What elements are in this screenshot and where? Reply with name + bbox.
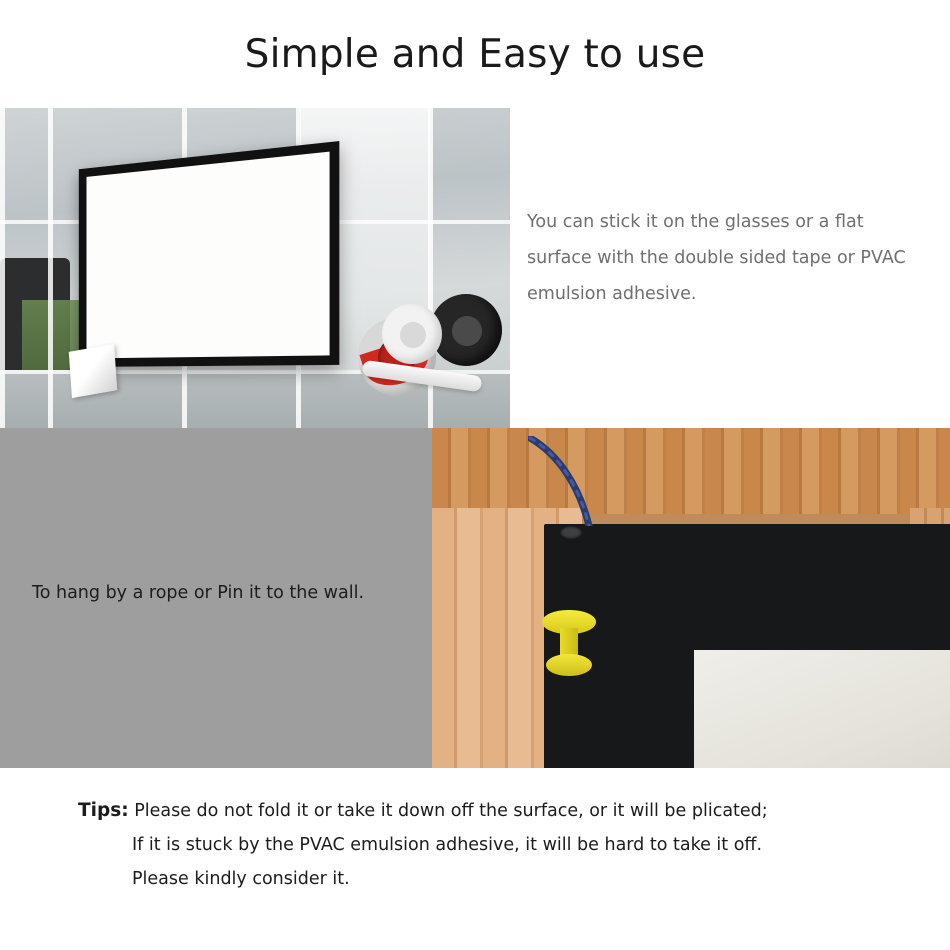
tape-roll-white-core bbox=[400, 322, 426, 348]
tips-line-1: Please do not fold it or take it down off the surface, or it will be plicated; bbox=[134, 801, 768, 821]
screen-pinned-to-wooden-wall-photo bbox=[432, 428, 950, 768]
rope bbox=[528, 436, 708, 526]
tape-roll-black-core bbox=[452, 316, 482, 346]
grommet-eyelet bbox=[560, 526, 582, 539]
tape-rolls-group bbox=[352, 286, 510, 416]
tips-section bbox=[0, 768, 950, 950]
projection-screen-on-glass-wall-photo bbox=[0, 108, 510, 428]
tips-label: Tips: bbox=[78, 800, 129, 821]
tips-line-3: Please kindly consider it. bbox=[132, 869, 350, 889]
panel-hang-by-rope-or-pin bbox=[0, 428, 950, 768]
screen-corner-peel bbox=[69, 344, 118, 398]
page-title: Simple and Easy to use bbox=[244, 31, 706, 77]
panel-two-caption: To hang by a rope or Pin it to the wall. bbox=[32, 583, 365, 603]
projection-screen bbox=[79, 141, 340, 367]
glass-mullion bbox=[48, 108, 53, 428]
push-pin-base bbox=[546, 654, 592, 676]
tips-text-block bbox=[78, 794, 910, 896]
panel-stick-on-glass bbox=[0, 108, 950, 428]
screen-white-surface bbox=[694, 650, 950, 768]
panel-one-caption: You can stick it on the glasses or a flat surface with the double sided tape or PVAC emulsion adhesive. bbox=[527, 212, 906, 304]
glass-mullion bbox=[0, 108, 5, 428]
page-title-bar bbox=[0, 0, 950, 108]
tips-line-2: If it is stuck by the PVAC emulsion adhesive, it will be hard to take it off. bbox=[132, 835, 763, 855]
tips-first-line bbox=[78, 794, 910, 828]
yellow-push-pin bbox=[542, 610, 618, 692]
projection-screen-surface bbox=[87, 152, 330, 359]
